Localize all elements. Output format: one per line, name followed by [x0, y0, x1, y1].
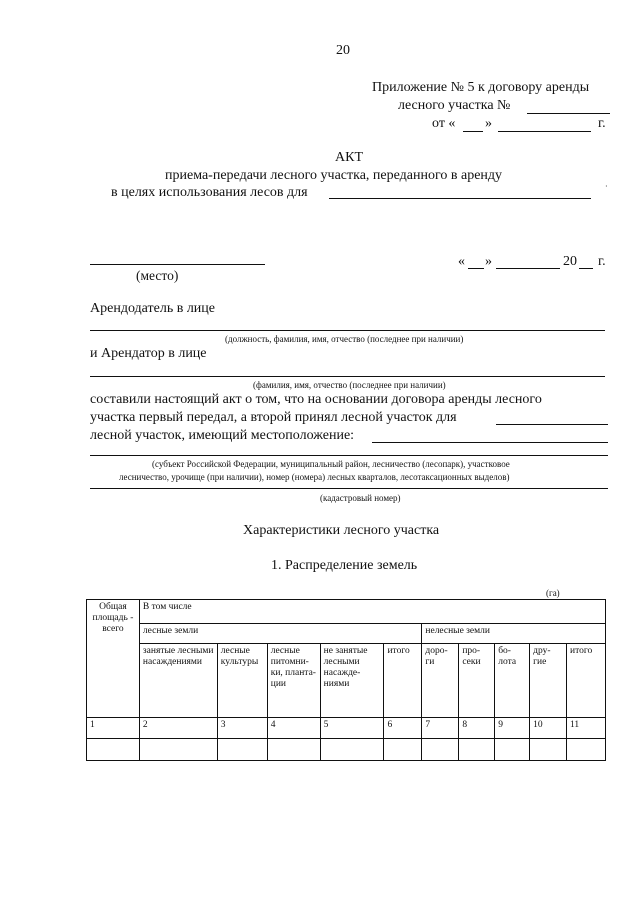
including-header: В том числе	[139, 600, 605, 624]
annex-day-line	[463, 131, 483, 132]
table-cell	[217, 739, 267, 761]
col-header: занятые лесными насаждениями	[139, 644, 217, 718]
forest-lands-header: лесные земли	[139, 624, 421, 644]
location-line-1	[372, 442, 608, 443]
total-area-header: Общая площадь - всего	[87, 600, 140, 718]
col-header: итого	[567, 644, 606, 718]
margin-mark: ·	[605, 182, 608, 191]
annex-month-line	[498, 131, 591, 132]
unit-label: (га)	[546, 588, 560, 598]
doc-subtitle-2: в целях использования лесов для	[111, 185, 308, 200]
table-cell	[87, 739, 140, 761]
page-number: 20	[336, 43, 350, 58]
col-number: 3	[217, 718, 267, 739]
location-caption-1: (субъект Российской Федерации, муниципальный район, лесничество (лесопарк), участковое	[152, 459, 510, 469]
location-line-2	[90, 455, 608, 456]
col-number: 6	[384, 718, 422, 739]
col-number: 8	[459, 718, 495, 739]
date-year-prefix: 20	[563, 254, 577, 269]
table-cell	[530, 739, 567, 761]
table-cell	[139, 739, 217, 761]
annex-date-close: »	[485, 116, 492, 131]
lessee-caption: (фамилия, имя, отчество (последнее при наличии)	[253, 380, 446, 390]
table-cell	[459, 739, 495, 761]
col-header: про-секи	[459, 644, 495, 718]
date-close: »	[485, 254, 492, 269]
date-day-line	[468, 268, 484, 269]
col-header: лесные питомни-ки, планта-ции	[267, 644, 320, 718]
date-month-line	[496, 268, 560, 269]
body-line-1: составили настоящий акт о том, что на основании договора аренды лесного	[90, 392, 542, 407]
col-number: 10	[530, 718, 567, 739]
annex-date-open: от «	[432, 116, 456, 131]
col-number: 11	[567, 718, 606, 739]
lessor-line	[90, 330, 605, 331]
col-header: итого	[384, 644, 422, 718]
col-number: 9	[495, 718, 530, 739]
section-title: Характеристики лесного участка	[243, 523, 440, 538]
purpose-line-2	[496, 424, 608, 425]
doc-title: АКТ	[335, 150, 363, 165]
col-header: лесные культуры	[217, 644, 267, 718]
col-number: 2	[139, 718, 217, 739]
annex-line-2: лесного участка №	[398, 98, 511, 113]
date-open: «	[458, 254, 465, 269]
location-caption-2: лесничество, урочище (при наличии), номер (номера) лесных кварталов, лесотаксационных выделов)	[119, 472, 510, 482]
contract-number-line	[527, 113, 610, 114]
col-number: 5	[320, 718, 384, 739]
date-suffix: г.	[598, 254, 606, 269]
annex-date-suffix: г.	[598, 116, 606, 131]
body-line-3: лесной участок, имеющий местоположение:	[90, 428, 355, 443]
date-year-line	[579, 268, 593, 269]
col-number: 1	[87, 718, 140, 739]
table-cell	[495, 739, 530, 761]
cadastral-caption: (кадастровый номер)	[320, 493, 401, 503]
col-number: 7	[422, 718, 459, 739]
table-cell	[384, 739, 422, 761]
lessor-text: Арендодатель в лице	[90, 301, 216, 316]
body-line-2: участка первый передал, а второй принял лесной участок для	[90, 410, 457, 425]
lessor-caption: (должность, фамилия, имя, отчество (последнее при наличии)	[225, 334, 464, 344]
col-header: не занятые лесными насажде-ниями	[320, 644, 384, 718]
table-cell	[320, 739, 384, 761]
nonforest-lands-header: нелесные земли	[422, 624, 606, 644]
lessee-text: и Арендатор в лице	[90, 346, 207, 361]
col-header: доро-ги	[422, 644, 459, 718]
doc-subtitle-1: приема-передачи лесного участка, переданного в аренду	[165, 168, 503, 183]
cadastral-line	[90, 488, 608, 489]
place-line	[90, 264, 265, 265]
place-label: (место)	[136, 268, 179, 283]
col-number: 4	[267, 718, 320, 739]
col-header: дру-гие	[530, 644, 567, 718]
col-header: бо-лота	[495, 644, 530, 718]
table-cell	[267, 739, 320, 761]
land-distribution-table	[86, 599, 606, 761]
subsection-title: 1. Распределение земель	[271, 558, 418, 573]
table-cell	[422, 739, 459, 761]
purpose-line	[329, 198, 591, 199]
table-cell	[567, 739, 606, 761]
annex-line-1: Приложение № 5 к договору аренды	[372, 80, 590, 95]
lessee-line	[90, 376, 605, 377]
